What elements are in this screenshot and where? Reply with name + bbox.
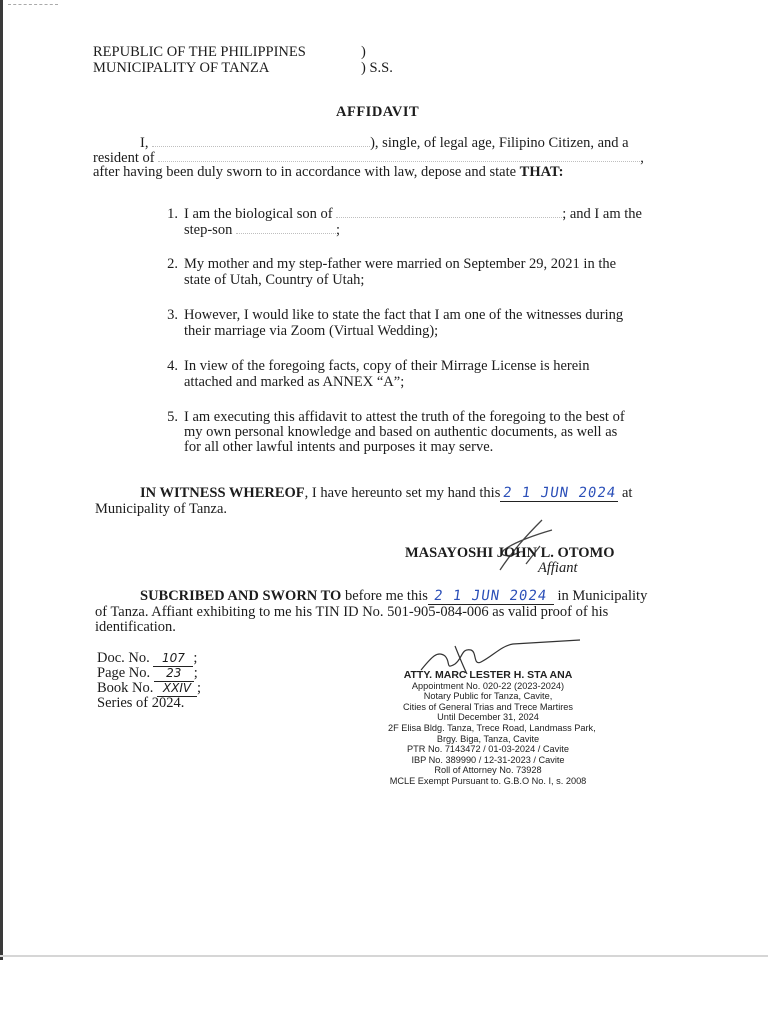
intro-line-1-rest: ), single, of legal age, Filipino Citizen, and a bbox=[370, 135, 629, 151]
intro-i: I, bbox=[140, 135, 149, 151]
item-2-number: 2. bbox=[167, 256, 178, 272]
header-ss: ) S.S. bbox=[361, 60, 393, 76]
page-no-value: 23 bbox=[154, 665, 194, 682]
item-5-line-3: for all other lawful intents and purposes it may serve. bbox=[184, 439, 494, 455]
jurat-text-2: in Municipality bbox=[557, 588, 648, 604]
item-1-semicolon: ; bbox=[335, 222, 340, 238]
witness-line-1 bbox=[140, 485, 632, 502]
item-3-line-2: their marriage via Zoom (Virtual Wedding); bbox=[184, 323, 439, 339]
notary-line: Appointment No. 020-22 (2023-2024) bbox=[411, 680, 565, 691]
doc-no-value: 107 bbox=[153, 650, 193, 667]
notary-line: 2F Elisa Bldg. Tanza, Trece Road, Landmass Park, bbox=[388, 722, 596, 733]
document-title: AFFIDAVIT bbox=[336, 104, 420, 120]
doc-no-label: Doc. No. bbox=[97, 650, 150, 666]
notary-line: IBP No. 389990 / 12-31-2023 / Cavite bbox=[411, 754, 565, 765]
item-2-line-1 bbox=[156, 256, 616, 272]
item-2-line-2: state of Utah, Country of Utah; bbox=[184, 272, 365, 288]
redacted-name bbox=[152, 134, 370, 147]
jurat-line-3: identification. bbox=[95, 619, 176, 635]
header-municipality: MUNICIPALITY OF TANZA bbox=[93, 60, 270, 76]
item-1-line-1 bbox=[156, 205, 642, 222]
affiant-role: Affiant bbox=[538, 560, 578, 576]
intro-comma: , bbox=[640, 150, 644, 166]
item-2-text-1: My mother and my step-father were married on September 29, 2021 in the bbox=[184, 256, 617, 272]
notary-block bbox=[388, 669, 596, 787]
redacted-address bbox=[158, 149, 640, 162]
redacted-stepfather-name bbox=[236, 221, 336, 234]
page-edge bbox=[0, 0, 3, 960]
doc-no-row: Doc. No. 107 ; bbox=[97, 650, 198, 666]
item-4-text-1: In view of the foregoing facts, copy of their Mirrage License is herein bbox=[184, 358, 590, 374]
jurat-date-stamp: 2 1 JUN 2024 bbox=[433, 588, 549, 604]
notary-line: Cities of General Trias and Trece Martires bbox=[402, 701, 574, 712]
item-1-text-a: I am the biological son of bbox=[184, 206, 333, 222]
witness-date-stamp: 2 1 JUN 2024 bbox=[501, 485, 618, 501]
jurat-date-blank bbox=[428, 588, 554, 605]
notary-line: Brgy. Biga, Tanza, Cavite bbox=[436, 733, 540, 744]
book-no-value: XXIV bbox=[157, 680, 197, 697]
item-3-number: 3. bbox=[167, 307, 178, 323]
witness-date-blank bbox=[500, 485, 618, 502]
item-1-number: 1. bbox=[167, 206, 178, 222]
header-paren-1: ) bbox=[361, 44, 366, 60]
notary-line: MCLE Exempt Pursuant to. G.B.O No. I, s. 2008 bbox=[389, 775, 587, 786]
affiant-name: MASAYOSHI JOHN L. OTOMO bbox=[405, 545, 615, 561]
jurat-text-1: before me this bbox=[344, 588, 428, 604]
item-1-stepson: step-son bbox=[184, 222, 233, 238]
notary-line: Roll of Attorney No. 73928 bbox=[434, 765, 542, 776]
book-no-row: Book No. XXIV ; bbox=[97, 680, 202, 696]
witness-text: , I have hereunto set my hand this bbox=[304, 485, 501, 501]
item-5-number: 5. bbox=[167, 409, 178, 425]
notary-line: PTR No. 7143472 / 01-03-2024 / Cavite bbox=[407, 744, 569, 755]
item-1-text-b: ; and I am the bbox=[562, 206, 642, 222]
book-no-label: Book No. bbox=[97, 680, 154, 696]
header-republic: REPUBLIC OF THE PHILIPPINES bbox=[93, 44, 306, 60]
notary-line: Notary Public for Tanza, Cavite, bbox=[423, 691, 553, 702]
series-row: Series of 2024. bbox=[97, 695, 185, 711]
notary-line: Until December 31, 2024 bbox=[437, 712, 539, 723]
jurat-bold: SUBCRIBED AND SWORN TO bbox=[140, 588, 342, 604]
redacted-mother-name bbox=[336, 205, 562, 218]
intro-resident: resident of bbox=[93, 150, 155, 166]
item-5-line-2: my own personal knowledge and based on authentic documents, as well as bbox=[184, 424, 618, 440]
intro-that: THAT: bbox=[519, 164, 564, 180]
jurat-line-2: of Tanza. Affiant exhibiting to me his TIN ID No. 501-905-084-006 as valid proof of his bbox=[95, 604, 609, 620]
witness-at: at bbox=[621, 485, 633, 501]
intro-sworn-text: after having been duly sworn to in accordance with law, depose and state bbox=[93, 164, 517, 180]
witness-bold: IN WITNESS WHEREOF bbox=[140, 485, 305, 501]
intro-line-3 bbox=[93, 164, 563, 180]
item-5-text-1: I am executing this affidavit to attest the truth of the foregoing to the best of bbox=[184, 409, 625, 425]
page-bottom-edge bbox=[0, 955, 768, 957]
item-4-number: 4. bbox=[167, 358, 178, 374]
page-no-row: Page No. 23 ; bbox=[97, 665, 198, 681]
page-no-label: Page No. bbox=[97, 665, 151, 681]
item-4-line-1 bbox=[156, 358, 589, 374]
scan-corner-mark bbox=[8, 4, 58, 9]
item-1-line-2 bbox=[184, 221, 340, 238]
witness-line-2: Municipality of Tanza. bbox=[95, 501, 228, 517]
item-5-line-1 bbox=[156, 409, 625, 425]
item-4-line-2: attached and marked as ANNEX “A”; bbox=[184, 374, 405, 390]
notary-name: ATTY. MARC LESTER H. STA ANA bbox=[403, 669, 573, 681]
item-3-text-1: However, I would like to state the fact that I am one of the witnesses during bbox=[184, 307, 624, 323]
item-3-line-1 bbox=[156, 307, 623, 323]
jurat-line-1 bbox=[140, 588, 647, 605]
